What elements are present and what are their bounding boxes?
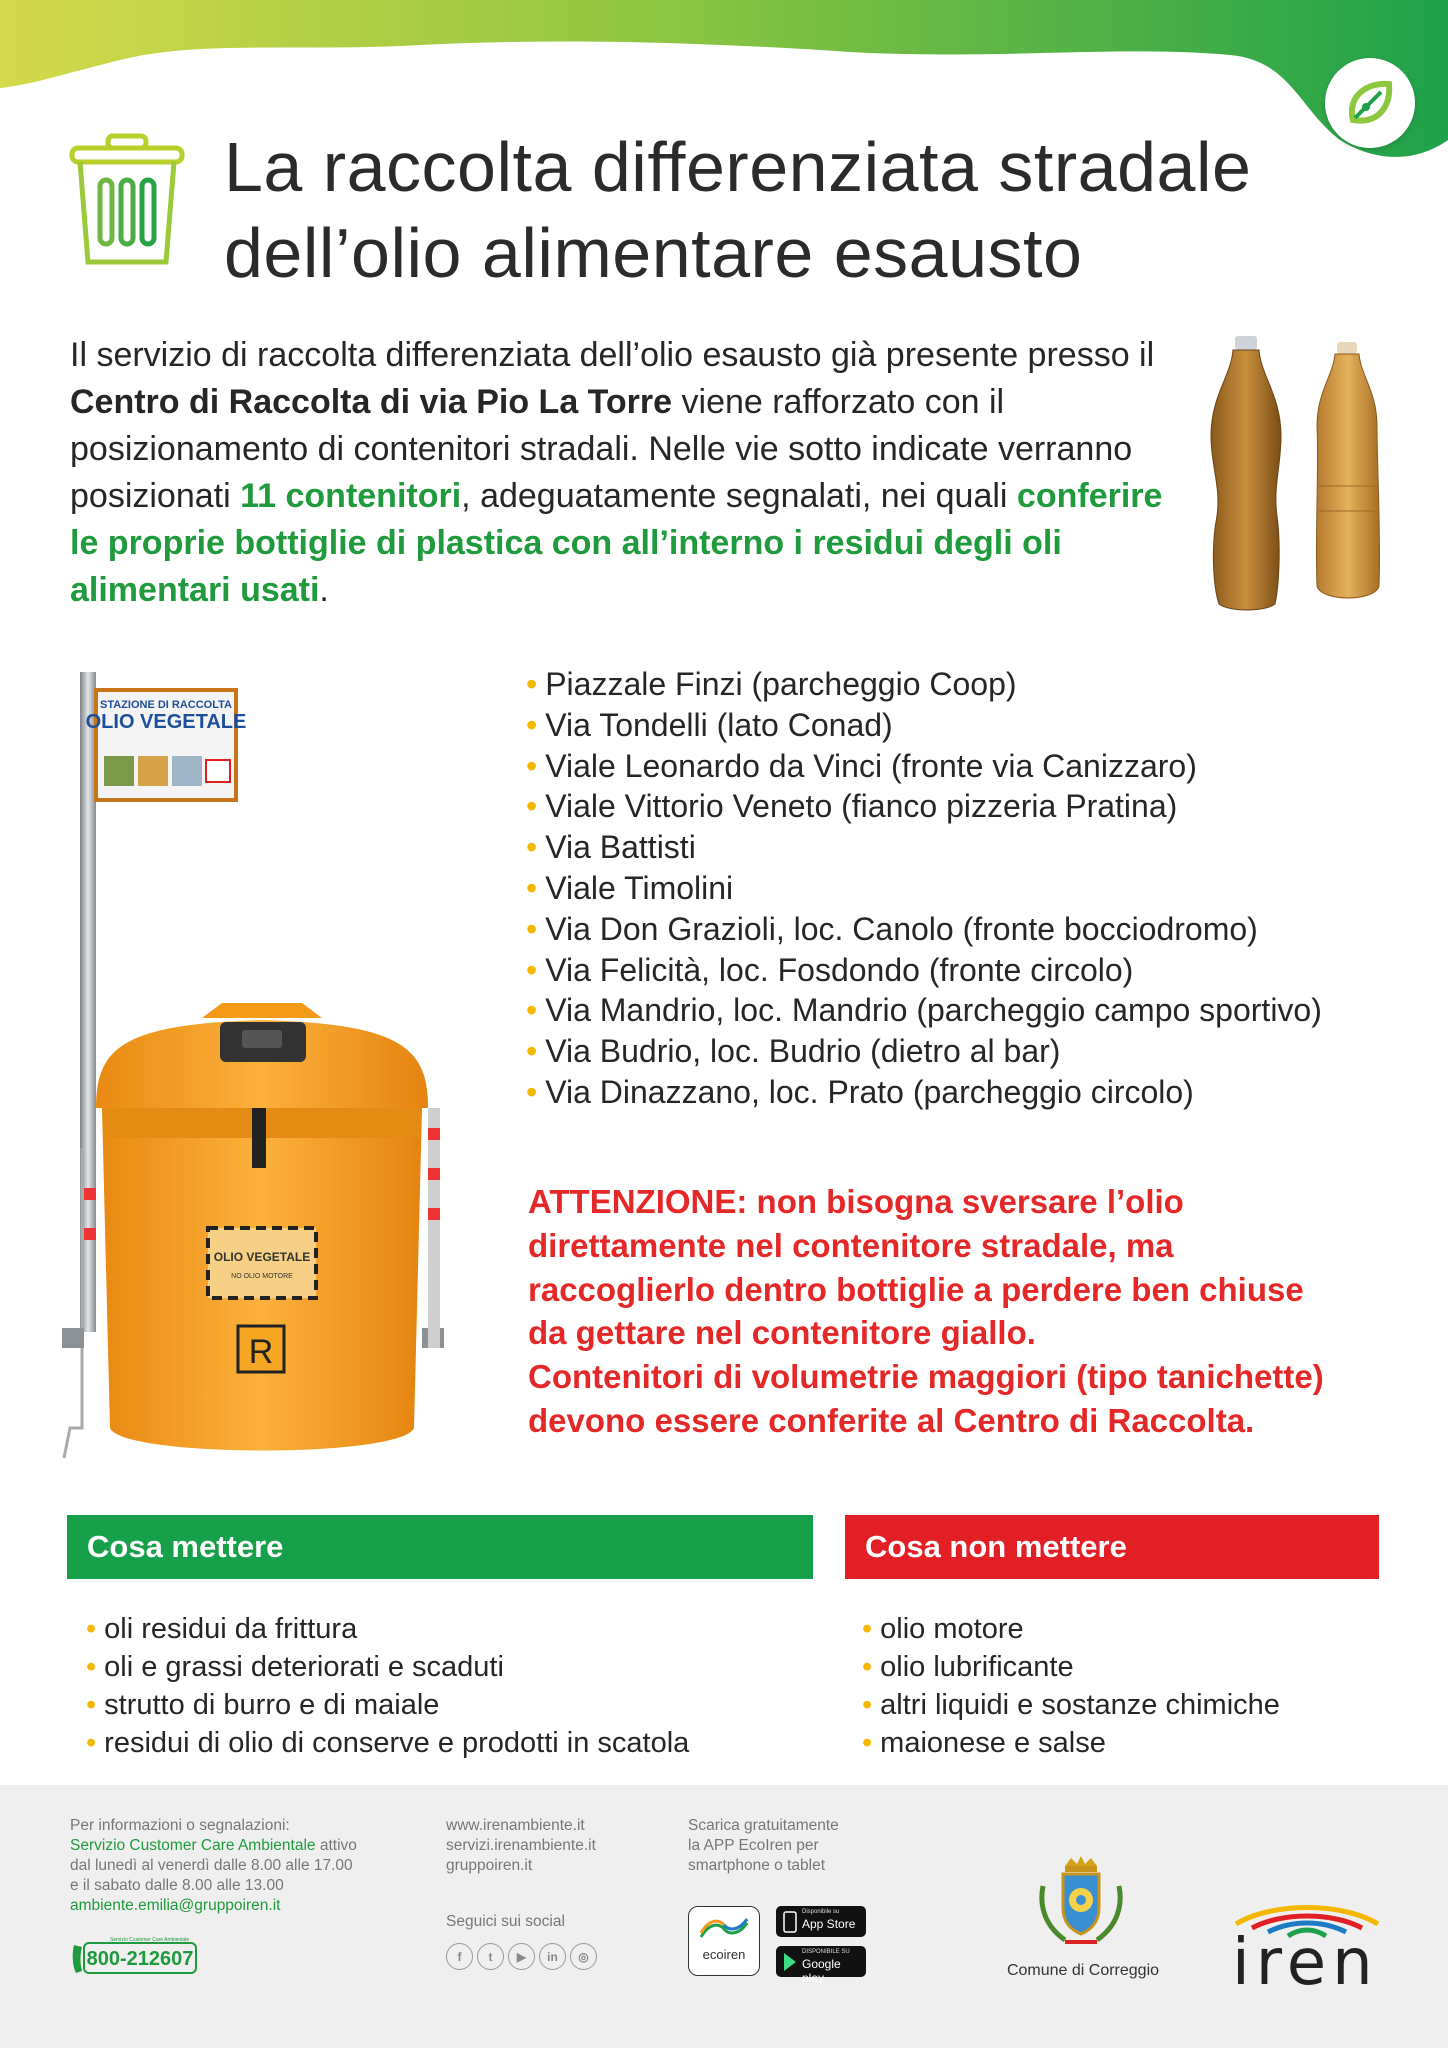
warning-line: Contenitori di volumetrie maggiori (tipo tanichette): [528, 1358, 1324, 1396]
warning-line: ATTENZIONE: non bisogna sversare l’olio: [528, 1183, 1184, 1220]
location-item: • Via Battisti: [526, 827, 1322, 868]
google-play-caption: DISPONIBILE SU: [802, 1949, 850, 1955]
list-item: • strutto di burro e di maiale: [86, 1686, 689, 1724]
intro-green-text: 11 contenitori: [240, 477, 462, 515]
what-to-put-list: [86, 1610, 689, 1762]
page-title: [224, 124, 1384, 296]
list-item: • olio motore: [862, 1610, 1280, 1648]
phone-caption: Servizio Customer Care Ambientale: [110, 1937, 190, 1943]
intro-text: , adeguatamente segnalati, nei quali: [461, 477, 1017, 515]
bin-letter: R: [248, 1333, 274, 1371]
intro-text: Il servizio di raccolta differenziata dell’olio esausto già presente presso il: [70, 336, 1155, 374]
location-item: • Viale Vittorio Veneto (fianco pizzeria Pratina): [526, 786, 1322, 827]
warning-line: direttamente nel contenitore stradale, ma: [528, 1226, 1174, 1264]
app-store-label: App Store: [802, 1917, 856, 1931]
list-item: • oli e grassi deteriorati e scaduti: [86, 1648, 689, 1686]
location-item: • Viale Timolini: [526, 868, 1322, 909]
instagram-icon[interactable]: ◎: [570, 1943, 597, 1970]
app-store-caption: Disponibile su: [802, 1909, 840, 1915]
collection-bin-image: [62, 668, 482, 1458]
youtube-icon[interactable]: ▶: [508, 1943, 535, 1970]
ecoiren-label: ecoiren: [702, 1947, 746, 1962]
website-link[interactable]: www.irenambiente.it: [446, 1817, 585, 1834]
location-item: • Via Don Grazioli, loc. Canolo (fronte bocciodromo): [526, 909, 1322, 950]
app-promo-line: smartphone o tablet: [688, 1857, 826, 1874]
location-item: • Via Felicità, loc. Fosdondo (fronte circolo): [526, 950, 1322, 991]
list-item: • residui di olio di conserve e prodotti in scatola: [86, 1724, 689, 1762]
website-link[interactable]: gruppoiren.it: [446, 1857, 533, 1874]
intro-green-text: conferire le proprie bottiglie di plastica con all’interno i residui degli oli alimentari usati: [70, 477, 1163, 609]
website-link[interactable]: servizi.irenambiente.it: [446, 1837, 596, 1854]
intro-text: .: [319, 571, 329, 609]
toll-free-phone-badge[interactable]: [70, 1935, 198, 1975]
iren-logo-text: iren: [1232, 1926, 1379, 2000]
contact-hours-saturday: e il sabato dalle 8.00 alle 13.00: [70, 1877, 284, 1894]
facebook-icon[interactable]: f: [446, 1943, 473, 1970]
google-play-label: Google play: [802, 1957, 841, 1985]
google-play-badge[interactable]: [776, 1946, 866, 1985]
play-icon: [782, 1952, 798, 1972]
phone-number: 800-212607: [86, 1948, 194, 1970]
location-item: • Via Mandrio, loc. Mandrio (parcheggio campo sportivo): [526, 990, 1322, 1031]
app-store-badge[interactable]: [776, 1906, 866, 1937]
websites: [446, 1816, 596, 1876]
location-item: • Via Budrio, loc. Budrio (dietro al bar): [526, 1031, 1322, 1072]
footer: [0, 1785, 1448, 2048]
intro-paragraph: [70, 332, 1190, 614]
locations-list: [526, 664, 1322, 1113]
app-promo: [688, 1816, 839, 1876]
title-line-1: La raccolta differenziata stradale: [224, 128, 1252, 206]
sign-title: OLIO VEGETALE: [85, 711, 247, 733]
location-item: • Via Dinazzano, loc. Prato (parcheggio circolo): [526, 1072, 1322, 1113]
oil-bottles-image: [1195, 336, 1395, 616]
warning-line: raccoglierlo dentro bottiglie a perdere ben chiuse: [528, 1270, 1304, 1308]
phone-icon: [782, 1911, 798, 1933]
email-link[interactable]: ambiente.emilia@gruppoiren.it: [70, 1897, 281, 1914]
social-icons: [446, 1943, 597, 1970]
intro-text: viene rafforzato con il posizionamento di contenitori stradali. Nelle vie sotto indicate verranno posizionati: [70, 383, 1133, 515]
trash-bin-icon: [66, 132, 188, 268]
warning-notice: [528, 1180, 1408, 1443]
contact-hours-text: attivo: [315, 1837, 357, 1854]
location-item: • Piazzale Finzi (parcheggio Coop): [526, 664, 1322, 705]
warning-line: devono essere conferite al Centro di Raccolta.: [528, 1401, 1255, 1439]
location-item: • Viale Leonardo da Vinci (fronte via Canizzaro): [526, 746, 1322, 787]
social-label: Seguici sui social: [446, 1913, 565, 1930]
sign-header: STAZIONE DI RACCOLTA: [100, 699, 232, 711]
location-item: • Via Tondelli (lato Conad): [526, 705, 1322, 746]
what-not-to-put-list: [862, 1610, 1280, 1762]
what-not-to-put-heading: Cosa non mettere: [845, 1515, 1379, 1579]
comune-label: Comune di Correggio: [1006, 1962, 1160, 1979]
contact-intro: Per informazioni o segnalazioni:: [70, 1817, 290, 1834]
app-promo-line: la APP EcoIren per: [688, 1837, 819, 1854]
twitter-icon[interactable]: t: [477, 1943, 504, 1970]
what-to-put-heading: Cosa mettere: [67, 1515, 813, 1579]
comune-crest-icon: [1035, 1856, 1127, 1956]
app-promo-line: Scarica gratuitamente: [688, 1817, 839, 1834]
contact-info: [70, 1816, 430, 1916]
linkedin-icon[interactable]: in: [539, 1943, 566, 1970]
ecoiren-app-icon[interactable]: [688, 1906, 760, 1976]
contact-hours-weekdays: dal lunedì al venerdì dalle 8.00 alle 17.00: [70, 1857, 353, 1874]
title-line-2: dell’olio alimentare esausto: [224, 214, 1083, 292]
bin-label-sub: NO OLIO MOTORE: [231, 1273, 293, 1280]
warning-line: da gettare nel contenitore giallo.: [528, 1314, 1036, 1352]
list-item: • altri liquidi e sostanze chimiche: [862, 1686, 1280, 1724]
ecoiren-logo-icon: [689, 1907, 759, 1947]
customer-care-link[interactable]: Servizio Customer Care Ambientale: [70, 1837, 316, 1854]
bin-label-title: OLIO VEGETALE: [213, 1250, 311, 1264]
list-item: • olio lubrificante: [862, 1648, 1280, 1686]
list-item: • oli residui da frittura: [86, 1610, 689, 1648]
list-item: • maionese e salse: [862, 1724, 1280, 1762]
intro-bold-text: Centro di Raccolta di via Pio La Torre: [70, 383, 673, 421]
